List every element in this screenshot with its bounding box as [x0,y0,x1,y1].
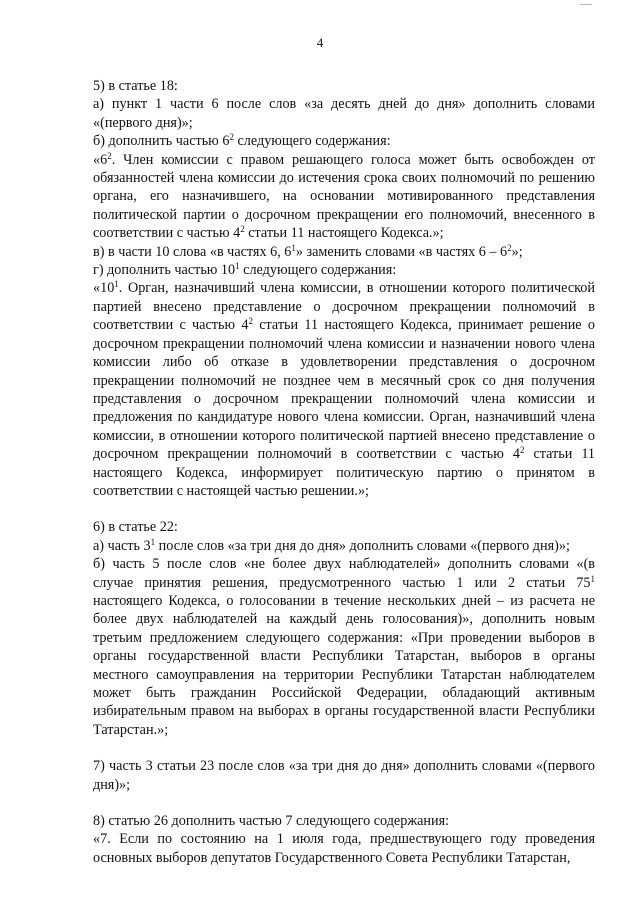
paragraph-6: 6) в статье 22: [93,519,178,536]
page-number: 4 [316,35,324,50]
paragraph-10-1-text: «$10^1$. Орган, назначивший члена комиссии, в отношении которого политической партией внесено представление о досрочном прекращении полномочий в соответствии с частью $4^2$ статьи 11 настоящего Кодекса, принимает решение о досрочном прекращении полномочий члена комиссии и назначении нового члена комиссии либо об отказе в удовлетворении представления о досрочном прекращении полномочий не позднее чем в месячный срок со дня получения представления о досрочном прекращении полномочий члена комиссии и предложения по кандидатуре нового члена комиссии. Орган, назначивший члена комиссии, в отношении которого политической партией внесено представление о досрочном прекращении полномочий в соответствии с частью $4^2$ статьи 11 настоящего Кодекса, информирует политическую партию о принятом в соответствии с настоящей частью решении.»; [93,279,595,499]
paragraph-26-7-text: «7. Если по состоянию на 1 июля года, предшествующего году проведения основных выборов депутатов Государственного Совета Республики Татарстан, [93,831,595,866]
paragraph-7: 7) часть 3 статьи 23 после слов «за три дня до дня» дополнить словами «(первого дня)»; [93,758,595,793]
document-body [93,77,595,867]
paragraph-6a: а) часть $3^1$ после слов «за три дня до дня» дополнить словами «(первого дня)»; [93,536,570,554]
paragraph-5b: б) дополнить частью $6^2$ следующего содержания: [93,132,391,150]
paragraph-5: 5) в статье 18: [93,78,178,94]
paragraph-8: 8) статью 26 дополнить частью 7 следующего содержания: [93,813,450,830]
paragraph-5a: а) пункт 1 части 6 после слов «за десять дней до дня» дополнить словами «(первого дня)»; [93,96,595,131]
paragraph-6b: б) часть 5 после слов «не более двух наблюдателей» дополнить словами «(в случае принятия решения, предусмотренного частью 1 или 2 статьи $75^1$ настоящего Кодекса, о голосовании в течение нескольких дней – из расчета не более двух наблюдателей на каждый день голосования)», дополнить новым третьим предложением следующего содержания: «При проведении выборов в органы государственной власти Республики Татарстан, выборов в органы местного самоуправления на территории Республики Татарстан наблюдателем может быть гражданин Российской Федерации, обладающий активным избирательным правом на выборах в органы государственной власти Республики Татарстан.»; [93,556,595,738]
corner-mark: — [580,0,592,10]
paragraph-6-2-text: «$6^2$. Член комиссии с правом решающего голоса может быть освобожден от обязанностей члена комиссии до истечения срока своих полномочий по решению органа, его назначившего, на основании мотивированного представления политической партии о досрочном прекращении его полномочий, внесенного в соответствии с частью $4^2$ статьи 11 настоящего Кодекса.»; [93,150,595,242]
paragraph-5g: г) дополнить частью $10^1$ следующего содержания: [93,261,397,279]
paragraph-5v: в) в части 10 слова «в частях 6, $6^1$» заменить словами «в частях $6 - 6^2$»; [93,242,523,260]
